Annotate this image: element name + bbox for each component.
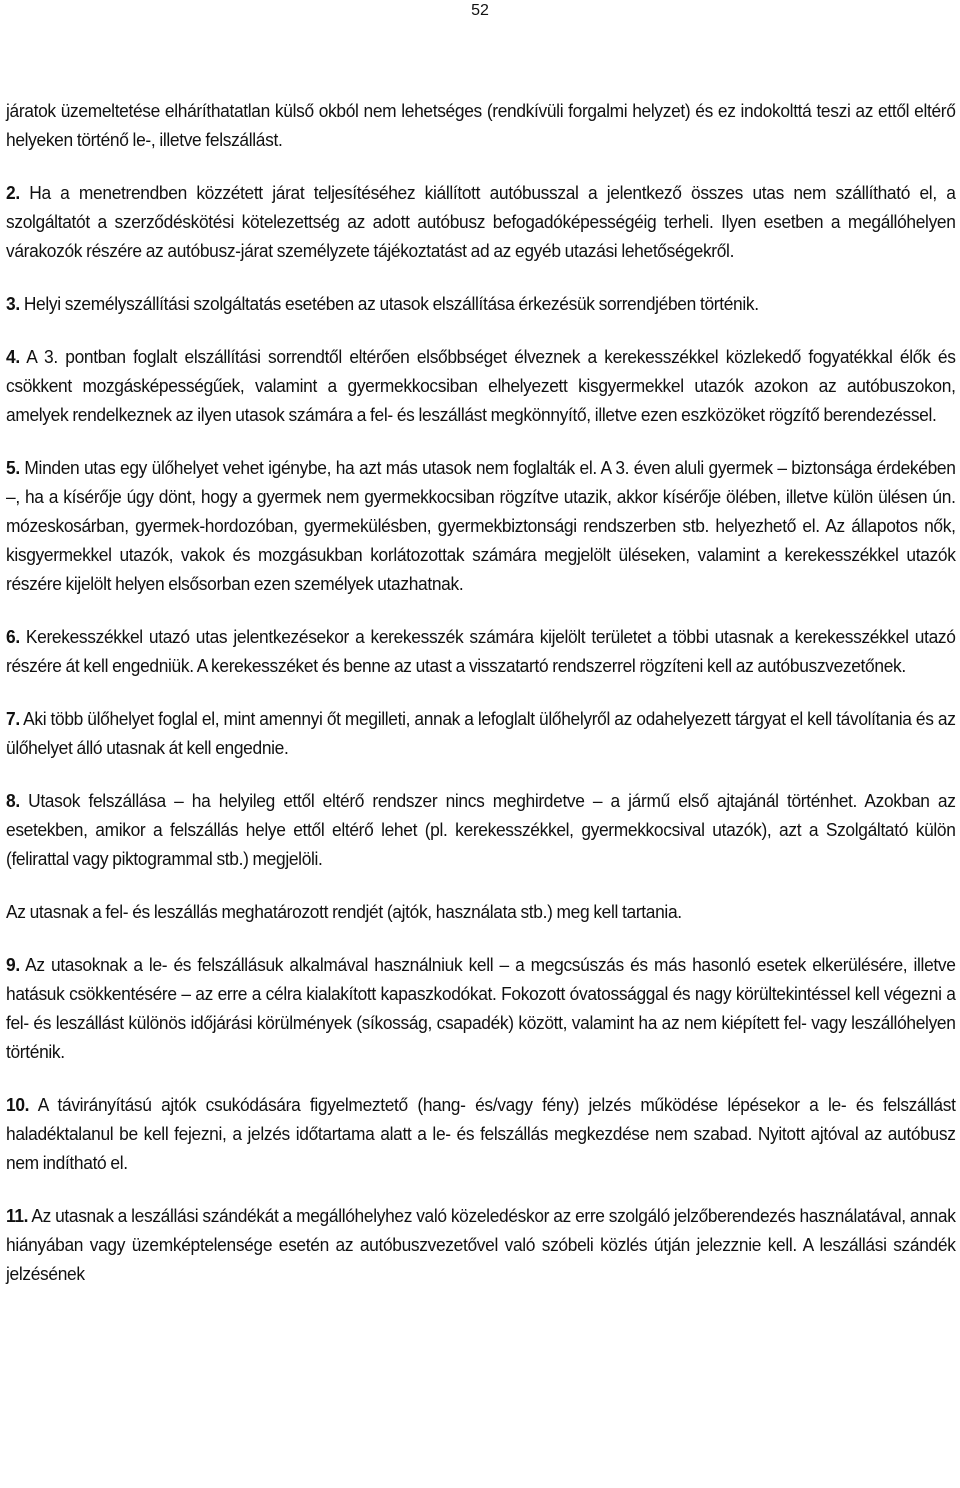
paragraph-8-note xyxy=(6,898,956,927)
document-body xyxy=(6,97,956,1313)
paragraph-number: 6. xyxy=(6,627,20,647)
paragraph-number: 3. xyxy=(6,294,20,314)
paragraph-number: 2. xyxy=(6,183,20,203)
paragraph-3 xyxy=(6,290,956,319)
paragraph-number: 10. xyxy=(6,1095,30,1115)
paragraph-9 xyxy=(6,951,956,1067)
paragraph-text: Az utasnak a fel- és leszállás meghatározott rendjét (ajtók, használata stb.) meg kell tartania. xyxy=(6,902,682,922)
paragraph-2 xyxy=(6,179,956,266)
paragraph-text: járatok üzemeltetése elháríthatatlan külső okból nem lehetséges (rendkívüli forgalmi helyzet) és ez indokolttá teszi az ettől eltérő helyeken történő le-, illetve felszállást. xyxy=(6,101,956,150)
paragraph-5 xyxy=(6,454,956,599)
paragraph-8 xyxy=(6,787,956,874)
paragraph-number: 4. xyxy=(6,347,20,367)
paragraph-text: Az utasoknak a le- és felszállásuk alkalmával használniuk kell – a megcsúszás és más hasonló esetek elkerülésére, illetve hatásuk csökkentésére – az erre a célra kialakított kapaszkodókat. Fokozott óvatossággal és nagy körültekintéssel kell végezni a fel- és leszállást különös időjárási körülmények (síkosság, csapadék) között, valamint ha az nem kiépített fel- vagy leszállóhelyen történik. xyxy=(6,955,956,1062)
paragraph-text: Utasok felszállása – ha helyileg ettől eltérő rendszer nincs meghirdetve – a jármű első ajtajánál történhet. Azokban az esetekben, amikor a felszállás helye ettől eltérő lehet (pl. kerekesszékkel, gyermekkocsival utazók), azt a Szolgáltató külön (felirattal vagy piktogrammal stb.) megjelöli. xyxy=(6,791,956,869)
paragraph-text: A 3. pontban foglalt elszállítási sorrendtől eltérően elsőbbséget élveznek a kerekesszékkel közlekedő fogyatékkal élők és csökkent mozgásképességűek, valamint a gyermekkocsiban elhelyezett kisgyermekkel utazók azokon az autóbuszokon, amelyek rendelkeznek az ilyen utasok számára a fel- és leszállást megkönnyítő, illetve ezen eszközöket rögzítő berendezéssel. xyxy=(6,347,956,425)
paragraph-text: Minden utas egy ülőhelyet vehet igénybe, ha azt más utasok nem foglalták el. A 3. éven aluli gyermek – biztonsága érdekében –, ha a kísérője úgy dönt, hogy a gyermek nem gyermekkocsiban rögzítve utazik, akkor kísérője ölében, illetve külön ülésen ún. mózeskosárban, gyermek-hordozóban, gyermekülésben, gyermekbiztonsági rendszerben stb. helyezhető el. Az állapotos nők, kisgyermekkel utazók, vakok és mozgásukban korlátozottak számára megjelölt üléseken, valamint a kerekesszékkel utazók részére kijelölt helyen elsősorban ezen személyek utazhatnak. xyxy=(6,458,956,594)
paragraph-number: 5. xyxy=(6,458,20,478)
paragraph-7 xyxy=(6,705,956,763)
paragraph-text: A távirányítású ajtók csukódására figyelmeztető (hang- és/vagy fény) jelzés működése lépésekor a le- és felszállást haladéktalanul be kell fejezni, a jelzés időtartama alatt a le- és felszállás megkezdése nem szabad. Nyitott ajtóval az autóbusz nem indítható el. xyxy=(6,1095,956,1173)
paragraph-text: Az utasnak a leszállási szándékát a megállóhelyhez való közeledéskor az erre szolgáló jelzőberendezés használatával, annak hiányában vagy üzemképtelensége esetén az autóbuszvezetővel való szóbeli közlés útján jelezznie kell. A leszállási szándék jelzésének xyxy=(6,1206,956,1284)
paragraph-number: 8. xyxy=(6,791,20,811)
paragraph-6 xyxy=(6,623,956,681)
paragraph-10 xyxy=(6,1091,956,1178)
paragraph-11 xyxy=(6,1202,956,1289)
paragraph-number: 11. xyxy=(6,1206,29,1226)
paragraph-text: Helyi személyszállítási szolgáltatás esetében az utasok elszállítása érkezésük sorrendjében történik. xyxy=(19,294,759,314)
paragraph-number: 7. xyxy=(6,709,20,729)
paragraph-text: Ha a menetrendben közzétett járat teljesítéséhez kiállított autóbusszal a jelentkező összes utas nem szállítható el, a szolgáltatót a szerződéskötési kötelezettség az adott autóbusz befogadóképességéig terheli. Ilyen esetben a megállóhelyen várakozók részére az autóbusz-járat személyzete tájékoztatást ad az egyéb utazási lehetőségekről. xyxy=(6,183,956,261)
paragraph-4 xyxy=(6,343,956,430)
paragraph-text: Kerekesszékkel utazó utas jelentkezésekor a kerekesszék számára kijelölt területet a többi utasnak a kerekesszékkel utazó részére át kell engedniük. A kerekesszéket és benne az utast a visszatartó rendszerrel rögzíteni kell az autóbuszvezetőnek. xyxy=(6,627,956,676)
page-number: 52 xyxy=(471,2,489,19)
paragraph-text: Aki több ülőhelyet foglal el, mint amennyi őt megilleti, annak a lefoglalt ülőhelyről az odahelyezett tárgyat el kell távolítania és az ülőhelyet álló utasnak át kell engednie. xyxy=(6,709,956,758)
paragraph-number: 9. xyxy=(6,955,20,975)
paragraph-continuation xyxy=(6,97,956,155)
